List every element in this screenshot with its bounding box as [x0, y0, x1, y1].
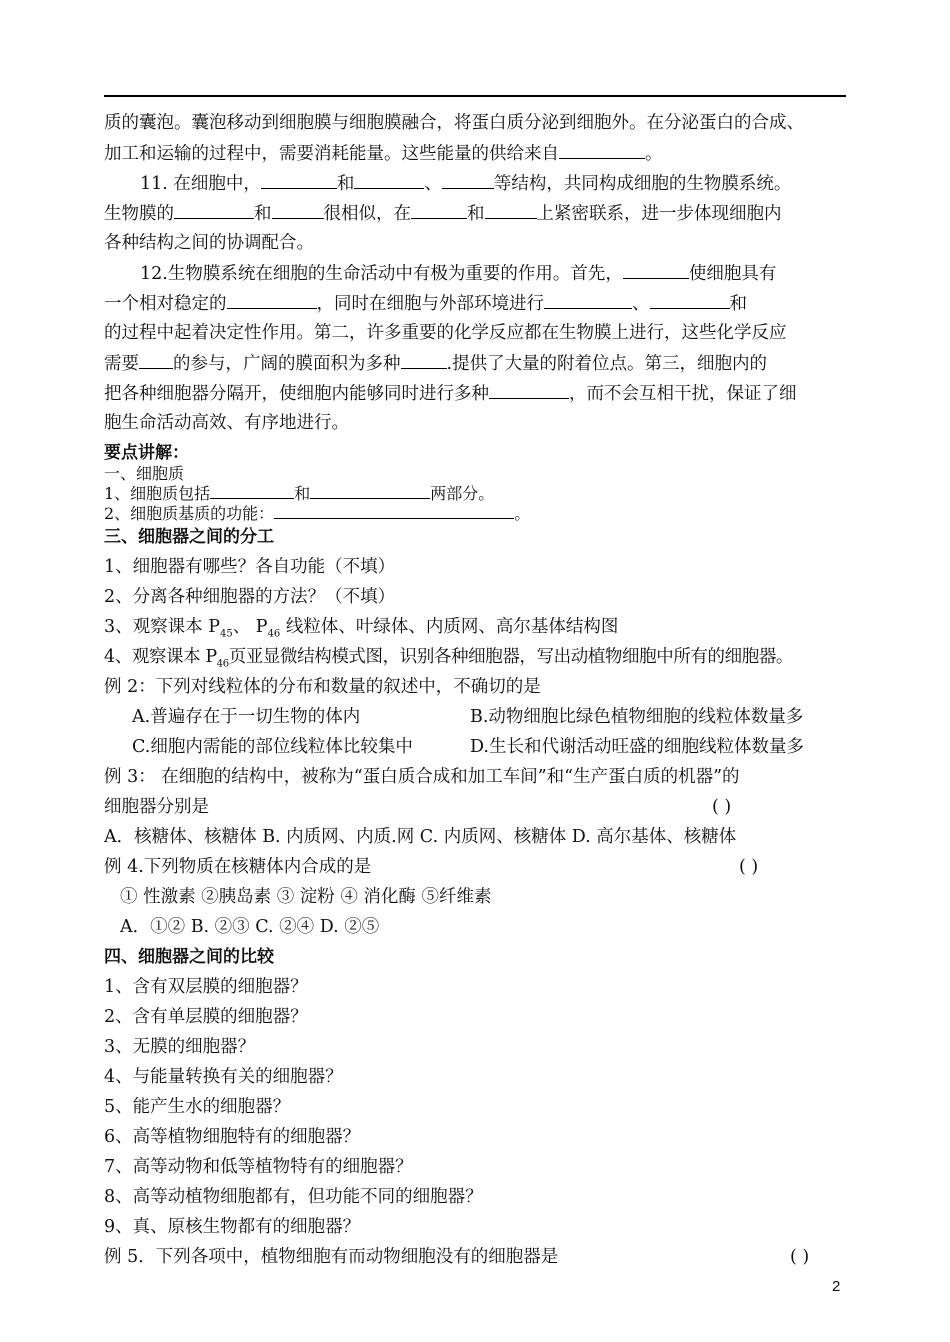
blank[interactable]	[401, 352, 447, 369]
sec1-q1: 1、细胞质包括 和 两部分。	[104, 484, 495, 503]
ex2-stem: 例 2：下列对线粒体的分布和数量的叙述中，不确切的是	[104, 677, 541, 697]
p12-line5: 把各种细胞器分隔开，使细胞内能够同时进行多种 ，而不会互相干扰，保证了细	[104, 384, 797, 404]
sec3-item2: 2、分离各种细胞器的方法？（不填）	[104, 587, 396, 607]
blank[interactable]	[210, 484, 294, 499]
blank[interactable]	[442, 172, 494, 189]
sec1-q2: 2、细胞质基质的功能： 。	[104, 504, 531, 523]
sec4-item: 6、高等植物细胞特有的细胞器？	[104, 1127, 361, 1147]
blank[interactable]	[274, 504, 514, 519]
p10-line1: 质的囊泡。囊泡移动到细胞膜与细胞膜融合，将蛋白质分泌到细胞外。在分泌蛋白的合成、	[104, 113, 804, 133]
blank[interactable]	[411, 202, 467, 219]
sec4-title: 四、细胞器之间的比较	[104, 947, 274, 967]
sec3-title: 三、细胞器之间的分工	[104, 527, 274, 547]
sec4-item: 8、高等动植物细胞都有，但功能不同的细胞器？	[104, 1187, 483, 1207]
blank[interactable]	[310, 484, 430, 499]
ex4-stem: 例 4.下列物质在核糖体内合成的是 ( )	[104, 857, 759, 877]
blank[interactable]	[174, 202, 254, 219]
ex3-answer-paren[interactable]: ( )	[712, 797, 732, 817]
ex4-items: ① 性激素 ②胰岛素 ③ 淀粉 ④ 消化酶 ⑤纤维素	[120, 887, 492, 907]
blank[interactable]	[139, 352, 173, 369]
blank[interactable]	[272, 202, 324, 219]
p11-line3: 各种结构之间的协调配合。	[104, 233, 314, 253]
ex2-option-b[interactable]: B.动物细胞比绿色植物细胞的线粒体数量多	[470, 707, 804, 727]
sec4-item: 9、真、原核生物都有的细胞器？	[104, 1217, 361, 1237]
sec4-item: 1、含有双层膜的细胞器？	[104, 977, 308, 997]
ex5-stem: 例 5．下列各项中，植物细胞有而动物细胞没有的细胞器是 ( )	[104, 1247, 810, 1267]
sec3-item1: 1、细胞器有哪些？各自功能（不填）	[104, 557, 396, 577]
p12-line3: 的过程中起着决定性作用。第二，许多重要的化学反应都在生物膜上进行，这些化学反应	[104, 323, 787, 343]
sec4-item: 2、含有单层膜的细胞器？	[104, 1007, 308, 1027]
blank[interactable]	[559, 142, 645, 159]
section-key-points: 要点讲解：	[104, 443, 189, 463]
page-number: 2	[832, 1278, 841, 1295]
blank[interactable]	[227, 292, 317, 309]
p12-line4: 需要 的参与，广阔的膜面积为多种 .提供了大量的附着位点。第三，细胞内的	[104, 354, 768, 374]
p12-line6: 胞生命活动高效、有序地进行。	[104, 413, 349, 433]
ex3-stem2: 细胞器分别是 ( )	[104, 797, 732, 817]
ex2-row1	[132, 706, 849, 728]
ex2-row2	[132, 736, 849, 758]
sec4-item: 7、高等动物和低等植物特有的细胞器？	[104, 1157, 413, 1177]
blank[interactable]	[489, 382, 569, 399]
ex3-options: A．核糖体、核糖体 B. 内质网、内质.网 C. 内质网、核糖体 D. 高尔基体、核糖体	[104, 827, 737, 847]
blank[interactable]	[623, 262, 689, 279]
blank[interactable]	[261, 172, 337, 189]
sec3-item4: 4、观察课本 $P_{46}$页亚显微结构模式图，识别各种细胞器，写出动植物细胞中所有的细胞器。	[104, 647, 794, 670]
ex4-options: A．①② B. ②③ C. ②④ D. ②⑤	[120, 917, 380, 937]
p12-line2: 一个相对稳定的 ，同时在细胞与外部环境进行 、 和	[104, 294, 747, 314]
sec4-item: 5、能产生水的细胞器？	[104, 1097, 291, 1117]
blank[interactable]	[354, 172, 424, 189]
blank[interactable]	[544, 292, 632, 309]
ex2-option-d[interactable]: D.生长和代谢活动旺盛的细胞线粒体数量多	[470, 737, 804, 757]
header-rule	[104, 95, 846, 97]
p11-line2: 生物膜的 和 很相似，在 和 上紧密联系，进一步体现细胞内	[104, 204, 782, 224]
ex3-stem1: 例 3： 在细胞的结构中，被称为“蛋白质合成和加工车间”和“生产蛋白质的机器”的	[104, 767, 740, 787]
p11-line1: 11. 在细胞中， 和 、 等结构，共同构成细胞的生物膜系统。	[140, 174, 792, 194]
sec3-item3: 3、观察课本 $P_{45}$、 $P_{46}$ 线粒体、叶绿体、内质网、高尔基体结构图	[104, 617, 619, 640]
sec1-title: 一、细胞质	[104, 464, 185, 483]
p10-line2: 加工和运输的过程中，需要消耗能量。这些能量的供给来自 。	[104, 144, 663, 164]
ex2-option-c[interactable]: C.细胞内需能的部位线粒体比较集中	[132, 737, 413, 757]
sec4-item: 3、无膜的细胞器？	[104, 1037, 256, 1057]
ex2-option-a[interactable]: A.普遍存在于一切生物的体内	[132, 707, 361, 727]
blank[interactable]	[485, 202, 537, 219]
ex4-answer-paren[interactable]: ( )	[739, 857, 759, 877]
sec4-item: 4、与能量转换有关的细胞器？	[104, 1067, 343, 1087]
blank[interactable]	[650, 292, 730, 309]
p12-line1: 12.生物膜系统在细胞的生命活动中有极为重要的作用。首先， 使细胞具有	[140, 264, 777, 284]
ex5-answer-paren[interactable]: ( )	[790, 1247, 810, 1267]
